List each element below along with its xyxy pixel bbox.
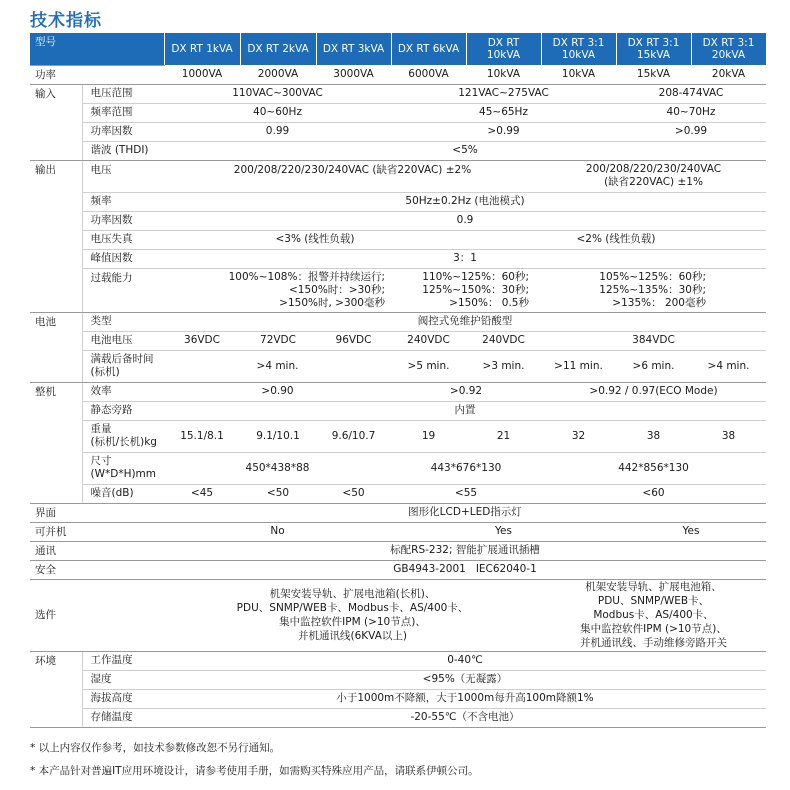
options-line: 并机通讯线(6KVA以上) <box>298 630 407 642</box>
input-thdi-row <box>30 141 766 160</box>
output-overload-c <box>541 268 766 312</box>
power-value: 3000VA <box>316 65 391 84</box>
overload-line: 125%~135%：30秒; <box>599 283 706 296</box>
input-voltage-label: 电压范围 <box>82 84 164 103</box>
options-c <box>541 579 766 651</box>
input-pf-c: >0.99 <box>616 122 766 141</box>
page-title: 技术指标 <box>30 11 102 31</box>
overload-line: <150%时：>30秒; <box>288 283 385 296</box>
input-thdi-value: <5% <box>164 141 766 160</box>
input-pf-label: 功率因数 <box>82 122 164 141</box>
options-line: 机架安装导轨、扩展电池箱(长机)、 <box>269 588 436 600</box>
parallel-a: No <box>164 522 391 541</box>
spec-table <box>30 33 767 728</box>
input-voltage-row <box>30 84 766 103</box>
output-voltage-c <box>541 160 766 192</box>
parallel-row <box>30 522 766 541</box>
output-freq-value: 50Hz±0.2Hz (电池模式) <box>164 192 766 211</box>
battery-backup-value: >3 min. <box>466 350 541 382</box>
output-distortion-a: <3% (线性负载) <box>164 230 466 249</box>
battery-backup-value: >4 min. <box>691 350 766 382</box>
unit-weight-value: 15.1/8.1 <box>164 420 240 452</box>
input-label: 输入 <box>30 84 82 160</box>
battery-voltage-value: 240VDC <box>466 331 541 350</box>
output-overload-a <box>164 268 391 312</box>
battery-type-label: 类型 <box>82 312 164 331</box>
battery-label: 电池 <box>30 312 82 382</box>
unit-noise-value: <50 <box>316 484 391 503</box>
env-label: 环境 <box>30 651 82 727</box>
options-line: Modbus卡、AS/400卡、 <box>593 609 714 621</box>
unit-efficiency-a: >0.90 <box>164 382 391 401</box>
battery-backup-label-line: (标机) <box>90 366 120 378</box>
model-5: DX RT 10kVA <box>466 33 541 65</box>
unit-bypass-row <box>30 401 766 420</box>
safety-row <box>30 560 766 579</box>
output-pf-label: 功率因数 <box>82 211 164 230</box>
unit-noise-value: <60 <box>541 484 766 503</box>
battery-backup-value: >5 min. <box>391 350 466 382</box>
model-7: DX RT 3:1 15kVA <box>616 33 691 65</box>
parallel-c: Yes <box>616 522 766 541</box>
output-distortion-c: <2% (线性负载) <box>466 230 766 249</box>
unit-size-c: 442*856*130 <box>541 452 766 484</box>
model-2: DX RT 2kVA <box>240 33 316 65</box>
unit-size-row <box>30 452 766 484</box>
interface-label: 界面 <box>30 503 164 522</box>
power-row <box>30 65 766 84</box>
output-freq-label: 频率 <box>82 192 164 211</box>
input-freq-label: 频率范围 <box>82 103 164 122</box>
unit-noise-label: 噪音(dB) <box>82 484 164 503</box>
unit-size-label <box>82 452 164 484</box>
unit-weight-value: 38 <box>616 420 691 452</box>
input-freq-b: 45~65Hz <box>391 103 616 122</box>
unit-label: 整机 <box>30 382 82 503</box>
output-crest-value: 3：1 <box>164 249 766 268</box>
options-line: 集中监控软件IPM (>10节点)、 <box>279 616 426 628</box>
battery-backup-label <box>82 350 164 382</box>
unit-weight-value: 19 <box>391 420 466 452</box>
env-storage-label: 存储温度 <box>82 708 164 727</box>
model-1: DX RT 1kVA <box>164 33 240 65</box>
unit-weight-value: 9.6/10.7 <box>316 420 391 452</box>
battery-backup-label-line: 满载后备时间 <box>90 353 154 365</box>
unit-weight-label-line: (标机/长机)kg <box>90 436 157 448</box>
env-humidity-row <box>30 670 766 689</box>
unit-efficiency-c: >0.92 / 0.97(ECO Mode) <box>541 382 766 401</box>
power-value: 15kVA <box>616 65 691 84</box>
env-altitude-label: 海拔高度 <box>82 689 164 708</box>
header-row <box>30 33 766 65</box>
unit-weight-value: 38 <box>691 420 766 452</box>
env-altitude-row <box>30 689 766 708</box>
options-row <box>30 579 766 651</box>
output-overload-row <box>30 268 766 312</box>
interface-row <box>30 503 766 522</box>
unit-weight-value: 21 <box>466 420 541 452</box>
safety-label: 安全 <box>30 560 164 579</box>
output-pf-value: 0.9 <box>164 211 766 230</box>
input-freq-c: 40~70Hz <box>616 103 766 122</box>
unit-weight-value: 9.1/10.1 <box>240 420 316 452</box>
model-6: DX RT 3:1 10kVA <box>541 33 616 65</box>
options-line: PDU、SNMP/WEB卡、Modbus卡、AS/400卡、 <box>236 602 469 614</box>
output-crest-label: 峰值因数 <box>82 249 164 268</box>
env-humidity-value: <95%（无凝露） <box>164 670 766 689</box>
output-voltage-c-line: 200/208/220/230/240VAC <box>585 163 722 175</box>
unit-bypass-label: 静态旁路 <box>82 401 164 420</box>
env-altitude-value: 小于1000m不降额，大于1000m每升高100m降额1% <box>164 689 766 708</box>
battery-voltage-value: 96VDC <box>316 331 391 350</box>
unit-weight-row <box>30 420 766 452</box>
power-value: 20kVA <box>691 65 766 84</box>
parallel-b: Yes <box>391 522 616 541</box>
battery-voltage-value: 72VDC <box>240 331 316 350</box>
options-line: PDU、SNMP/WEB卡、 <box>597 595 710 607</box>
unit-size-label-line: 尺寸 <box>90 455 112 467</box>
unit-noise-value: <55 <box>391 484 541 503</box>
output-voltage-c-line: (缺省220VAC) ±1% <box>604 176 703 188</box>
overload-line: 110%~125%：60秒; <box>422 270 529 283</box>
parallel-label: 可并机 <box>30 522 164 541</box>
battery-voltage-value: 384VDC <box>541 331 766 350</box>
output-freq-row <box>30 192 766 211</box>
footnote: * 本产品针对普遍IT应用环境设计，请参考使用手册，如需购买特殊应用产品，请联系伊顿公司。 <box>30 765 479 777</box>
comm-value: 标配RS-232; 智能扩展通讯插槽 <box>164 541 766 560</box>
output-voltage-label: 电压 <box>82 160 164 192</box>
overload-line: >135%： 200毫秒 <box>612 296 706 309</box>
power-value: 1000VA <box>164 65 240 84</box>
power-value: 10kVA <box>466 65 541 84</box>
battery-type-value: 阀控式免维护铅酸型 <box>164 312 766 331</box>
input-voltage-b: 121VAC~275VAC <box>391 84 616 103</box>
comm-label: 通讯 <box>30 541 164 560</box>
comm-row <box>30 541 766 560</box>
unit-noise-row <box>30 484 766 503</box>
battery-backup-value: >4 min. <box>164 350 391 382</box>
input-thdi-label: 谐波 (THDI) <box>82 141 164 160</box>
options-label: 选件 <box>30 579 164 651</box>
battery-backup-row <box>30 350 766 382</box>
output-label: 输出 <box>30 160 82 312</box>
model-label: 型号 <box>30 33 164 65</box>
env-storage-row <box>30 708 766 727</box>
battery-voltage-row <box>30 331 766 350</box>
battery-backup-value: >11 min. <box>541 350 616 382</box>
overload-line: 125%~150%：30秒; <box>422 283 529 296</box>
options-line: 并机通讯线、手动维修旁路开关 <box>580 637 727 649</box>
overload-line: >150%时, >300毫秒 <box>279 296 385 309</box>
input-voltage-a: 110VAC~300VAC <box>164 84 391 103</box>
output-overload-b <box>391 268 541 312</box>
options-a <box>164 579 541 651</box>
overload-line: 100%~108%：报警并持续运行; <box>228 270 385 283</box>
unit-size-b: 443*676*130 <box>391 452 541 484</box>
options-line: 集中监控软件IPM (>10节点)、 <box>580 623 727 635</box>
unit-weight-value: 32 <box>541 420 616 452</box>
model-4: DX RT 6kVA <box>391 33 466 65</box>
model-8: DX RT 3:1 20kVA <box>691 33 766 65</box>
env-temp-value: 0-40℃ <box>164 651 766 670</box>
input-pf-a: 0.99 <box>164 122 391 141</box>
battery-voltage-label: 电池电压 <box>82 331 164 350</box>
env-temp-row <box>30 651 766 670</box>
battery-voltage-value: 36VDC <box>164 331 240 350</box>
power-label: 功率 <box>30 65 164 84</box>
power-value: 2000VA <box>240 65 316 84</box>
battery-type-row <box>30 312 766 331</box>
env-temp-label: 工作温度 <box>82 651 164 670</box>
safety-value: GB4943-2001 IEC62040-1 <box>164 560 766 579</box>
output-crest-row <box>30 249 766 268</box>
env-humidity-label: 湿度 <box>82 670 164 689</box>
unit-weight-label-line: 重量 <box>90 423 112 435</box>
input-freq-row <box>30 103 766 122</box>
output-voltage-a: 200/208/220/230/240VAC (缺省220VAC) ±2% <box>164 160 541 192</box>
battery-backup-value: >6 min. <box>616 350 691 382</box>
unit-efficiency-b: >0.92 <box>391 382 541 401</box>
options-line: 机架安装导轨、扩展电池箱、 <box>585 581 722 593</box>
overload-line: 105%~125%：60秒; <box>599 270 706 283</box>
unit-noise-value: <50 <box>240 484 316 503</box>
battery-voltage-value: 240VDC <box>391 331 466 350</box>
output-distortion-row <box>30 230 766 249</box>
unit-size-label-line: (W*D*H)mm <box>90 468 157 480</box>
output-distortion-label: 电压失真 <box>82 230 164 249</box>
input-freq-a: 40~60Hz <box>164 103 391 122</box>
footnote: * 以上内容仅作参考，如技术参数修改恕不另行通知。 <box>30 742 281 754</box>
unit-weight-label <box>82 420 164 452</box>
power-value: 10kVA <box>541 65 616 84</box>
output-voltage-row <box>30 160 766 192</box>
unit-size-a: 450*438*88 <box>164 452 391 484</box>
input-pf-b: >0.99 <box>391 122 616 141</box>
output-overload-label: 过载能力 <box>82 268 164 312</box>
input-voltage-c: 208-474VAC <box>616 84 766 103</box>
unit-bypass-value: 内置 <box>164 401 766 420</box>
output-pf-row <box>30 211 766 230</box>
power-value: 6000VA <box>391 65 466 84</box>
unit-noise-value: <45 <box>164 484 240 503</box>
unit-efficiency-label: 效率 <box>82 382 164 401</box>
unit-efficiency-row <box>30 382 766 401</box>
input-pf-row <box>30 122 766 141</box>
model-3: DX RT 3kVA <box>316 33 391 65</box>
interface-value: 图形化LCD+LED指示灯 <box>164 503 766 522</box>
env-storage-value: -20-55℃（不含电池） <box>164 708 766 727</box>
overload-line: >150%： 0.5秒 <box>449 296 529 309</box>
